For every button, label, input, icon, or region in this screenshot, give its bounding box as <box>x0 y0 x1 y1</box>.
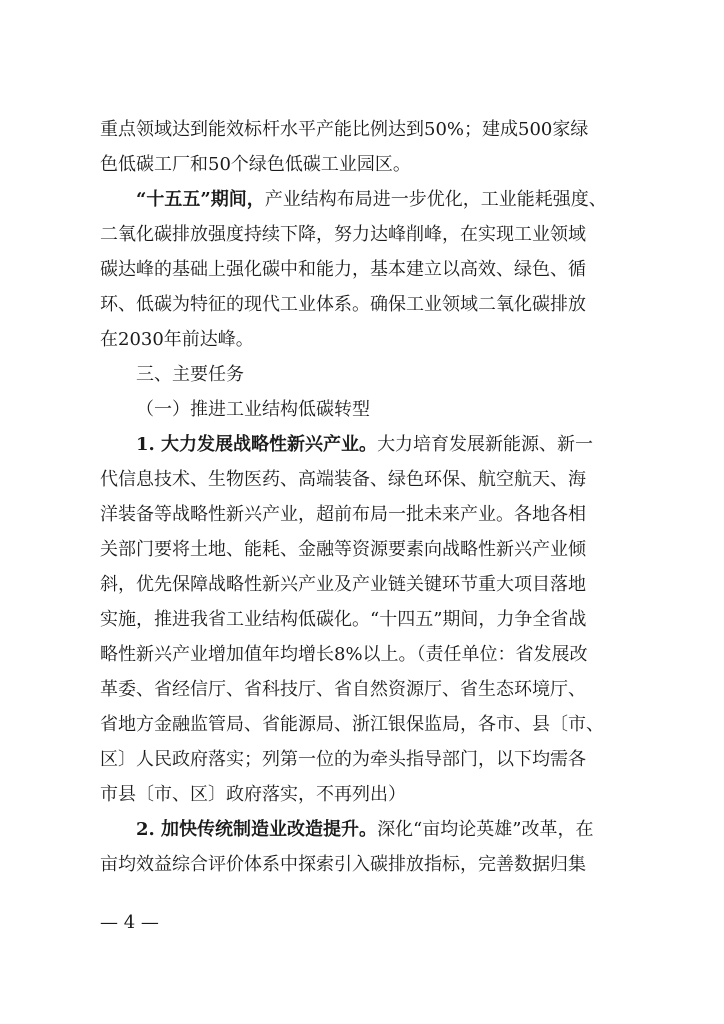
paragraph-line <box>100 848 626 882</box>
line-text: 实施，推进我省工业结构低碳化。“十四五”期间，力争全省战 <box>100 609 587 630</box>
paragraph-line <box>136 428 626 462</box>
line-text: 代信息技术、生物医药、高端装备、绿色环保、航空航天、海 <box>100 469 586 490</box>
line-text: 色低碳工厂和50个绿色低碳工业园区。 <box>100 154 411 175</box>
paragraph-line <box>100 463 626 497</box>
paragraph-line <box>100 288 626 322</box>
line-text: 斜，优先保障战略性新兴产业及产业链关键环节重大项目落地 <box>100 574 586 595</box>
line-text: 在2030年前达峰。 <box>100 329 254 350</box>
line-text: 二氧化碳排放强度持续下降，努力达峰削峰，在实现工业领域 <box>100 224 586 245</box>
line-text: 洋装备等战略性新兴产业，超前布局一批未来产业。各地各相 <box>100 504 586 525</box>
paragraph-line <box>100 743 626 777</box>
paragraph-line <box>100 708 626 742</box>
line-text: 略性新兴产业增加值年均增长8%以上。（责任单位：省发展改 <box>100 644 588 665</box>
section-heading <box>136 358 626 392</box>
paragraph-line <box>100 113 626 147</box>
line-text: 深化“亩均论英雄”改革，在 <box>377 819 594 840</box>
heading-text: （一）推进工业结构低碳转型 <box>136 399 370 420</box>
paragraph-line <box>136 813 626 847</box>
line-text: 关部门要将土地、能耗、金融等资源要素向战略性新兴产业倾 <box>100 539 586 560</box>
page-number: — 4 — <box>100 912 159 933</box>
paragraph-line <box>100 253 626 287</box>
paragraph-line <box>100 498 626 532</box>
paragraph-line <box>100 638 626 672</box>
bold-lead: 1. 大力发展战略性新兴产业。 <box>136 434 378 455</box>
line-text: 亩均效益综合评价体系中探索引入碳排放指标，完善数据归集 <box>100 854 586 875</box>
bold-lead: 2. 加快传统制造业改造提升。 <box>136 819 378 840</box>
paragraph-line <box>100 603 626 637</box>
heading-text: 三、主要任务 <box>136 364 244 385</box>
line-text: 革委、省经信厅、省科技厅、省自然资源厅、省生态环境厅、 <box>100 679 586 700</box>
line-text: 市县〔市、区〕政府落实，不再列出） <box>100 784 406 805</box>
line-text: 重点领域达到能效标杆水平产能比例达到50%；建成500家绿 <box>100 119 589 140</box>
line-text: 区〕人民政府落实；列第一位的为牵头指导部门，以下均需各 <box>100 749 586 770</box>
paragraph-line <box>100 533 626 567</box>
paragraph-line <box>100 568 626 602</box>
line-text: 碳达峰的基础上强化碳中和能力，基本建立以高效、绿色、循 <box>100 259 586 280</box>
line-text: 省地方金融监管局、省能源局、浙江银保监局，各市、县〔市、 <box>100 714 604 735</box>
line-text: 大力培育发展新能源、新一 <box>377 434 594 455</box>
paragraph-line <box>100 218 626 252</box>
line-text: 环、低碳为特征的现代工业体系。确保工业领域二氧化碳排放 <box>100 294 586 315</box>
bold-lead: “十五五”期间， <box>136 189 265 210</box>
subsection-heading <box>136 393 626 427</box>
paragraph-line <box>100 323 626 357</box>
paragraph-line <box>100 148 626 182</box>
paragraph-line <box>100 778 626 812</box>
line-text: 产业结构布局进一步优化，工业能耗强度、 <box>264 189 607 210</box>
paragraph-line <box>100 673 626 707</box>
paragraph-line <box>136 183 626 217</box>
